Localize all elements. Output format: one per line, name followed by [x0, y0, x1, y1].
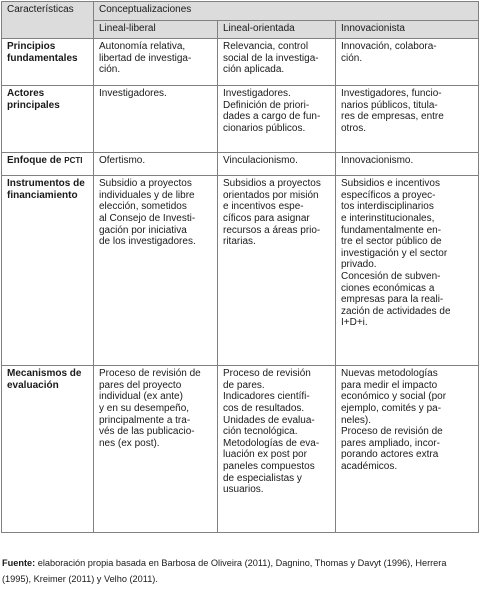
table-row-actores [2, 86, 479, 153]
row-label: Instrumentos de financiamiento [2, 176, 94, 366]
column-header-lineal-orientada: Lineal-orientada [218, 20, 336, 39]
table-cell: Innovacionismo. [336, 153, 479, 176]
row-label [2, 153, 94, 176]
table-row-principios [2, 39, 479, 86]
table-cell: Innovación, colabora- ción. [336, 39, 479, 86]
table-cell: Ofertismo. [94, 153, 218, 176]
source-footnote [2, 555, 478, 587]
header-row-top [2, 2, 479, 21]
table-row-enfoque [2, 153, 479, 176]
table-cell: Proceso de revisión de pares. Indicadores científi- cos de resultados. Unidades de evalua- ción tecnológica. Metodologías de eva- luación ex post por paneles compuestos de especialistas y usuarios. [218, 366, 336, 533]
table-cell: Nuevas metodologías para medir el impacto económico y social (por ejemplo, comités y pa- neles). Proceso de revisión de pares ampliado, incor- porando actores extra académicos. [336, 366, 479, 533]
comparison-table [1, 1, 479, 533]
table-cell: Investigadores. [94, 86, 218, 153]
table-cell: Relevancia, control social de la investiga- ción aplicada. [218, 39, 336, 86]
row-label: Principios fundamentales [2, 39, 94, 86]
column-header-lineal-liberal: Lineal-liberal [94, 20, 218, 39]
table-cell: Proceso de revisión de pares del proyecto individual (ex ante) y en su desempeño, principalmente a tra- vés de las publicacio- nes (ex post). [94, 366, 218, 533]
table-cell: Vinculacionismo. [218, 153, 336, 176]
table-cell: Autonomía relativa, libertad de investiga- ción. [94, 39, 218, 86]
column-header-innovacionista: Innovacionista [336, 20, 479, 39]
row-label-text: Enfoque de [7, 155, 65, 167]
footnote-text: elaboración propia basada en Barbosa de Oliveira (2011), Dagnino, Thomas y Davyt (1996), Herrera (1995), Kreimer (2011) y Velho (2011). [2, 558, 447, 584]
table-cell: Investigadores, funcio- narios públicos, titula- res de empresas, entre otros. [336, 86, 479, 153]
table-cell: Subsidios a proyectos orientados por misión e incentivos espe- cíficos para asignar recursos a áreas prio- ritarias. [218, 176, 336, 366]
table-cell: Subsidio a proyectos individuales y de libre elección, sometidos al Consejo de Investi- gación por iniciativa de los investigadores. [94, 176, 218, 366]
header-characteristics: Características [2, 2, 94, 39]
table-row-instrumentos [2, 176, 479, 366]
footnote-label: Fuente: [2, 558, 36, 568]
header-conceptualizations: Conceptualizaciones [94, 2, 479, 21]
row-label: Mecanismos de evaluación [2, 366, 94, 533]
table-cell: Investigadores. Definición de priori- dades a cargo de fun- cionarios públicos. [218, 86, 336, 153]
table-row-mecanismos [2, 366, 479, 533]
table-cell: Subsidios e incentivos específicos a proyec- tos interdisciplinarios e interinstitucionales, fundamentalmente en- tre el sector público de investigación y el sector privado. Concesión de subven- ciones económicas a empresas para la reali- zación de actividades de I+D+i. [336, 176, 479, 366]
row-label: Actores principales [2, 86, 94, 153]
row-label-acronym: PCTI [64, 156, 83, 166]
